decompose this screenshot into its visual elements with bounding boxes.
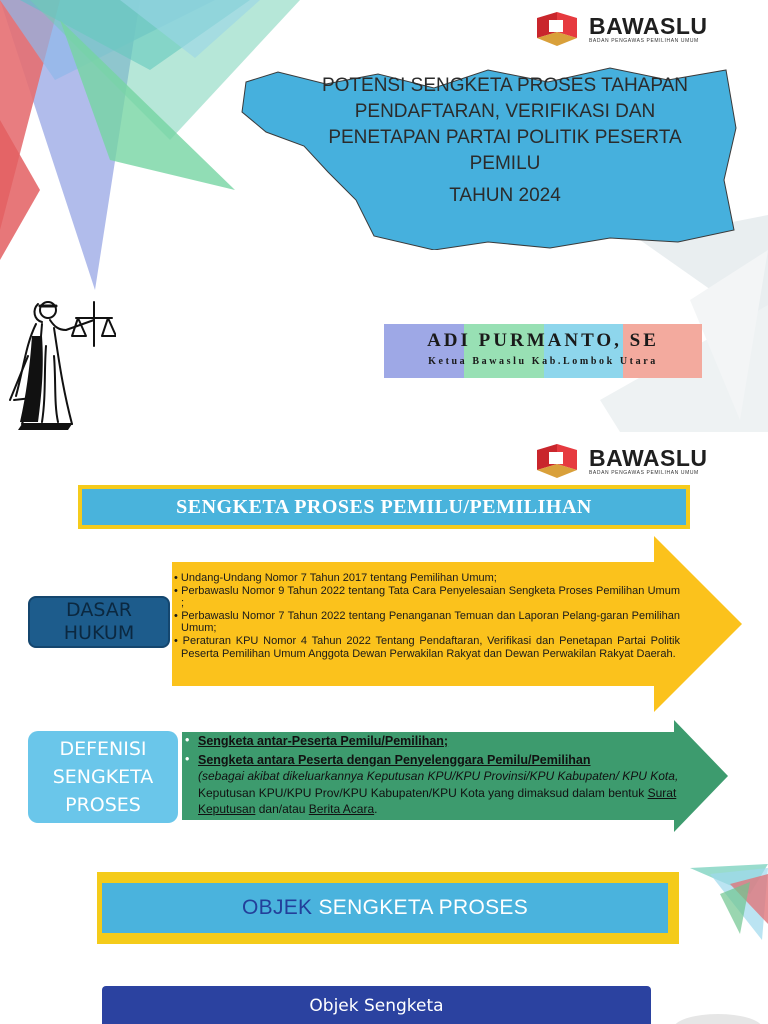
slide-sengketa [0, 432, 768, 856]
slide-objek [0, 856, 768, 1024]
definisi-list [183, 734, 683, 818]
lady-justice-icon [2, 296, 116, 430]
definisi-label [28, 731, 178, 823]
logo-subtitle: BADAN PENGAWAS PEMILIHAN UMUM [589, 469, 699, 476]
list-item [183, 734, 683, 750]
presenter-name: ADI PURMANTO, SE [427, 330, 659, 351]
dasar-hukum-label [28, 596, 170, 648]
definisi-label-line: DEFENISI [59, 738, 147, 760]
dasar-hukum-label-line: DASAR [66, 599, 132, 621]
background-decoration [690, 864, 768, 944]
objek-title-rest: SENGKETA PROSES [312, 896, 528, 919]
definisi-item-2: Sengketa antara Peserta dengan Penyelenggara Pemilu/Pemilihan [198, 752, 591, 767]
dasar-hukum-list [172, 572, 680, 660]
bawaslu-logo [533, 10, 708, 48]
title-line: PENETAPAN PARTAI POLITIK PESERTA [328, 127, 682, 148]
list-item [183, 753, 683, 818]
objek-title [102, 883, 668, 933]
bawaslu-logo [533, 442, 708, 480]
list-item: • Perbawaslu Nomor 7 Tahun 2022 tentang Penanganan Temuan dan Laporan Pelang-garan Pemilihan Umum; [172, 610, 680, 635]
title-line: PEMILU [469, 153, 541, 174]
presentation-title [285, 73, 725, 209]
objek-sengketa-label: Objek Sengketa [309, 996, 444, 1016]
list-item: • Perbawaslu Nomor 9 Tahun 2022 tentang Tata Cara Penyelesaian Sengketa Proses Pemilihan Umum ; [172, 585, 680, 610]
logo-subtitle: BADAN PENGAWAS PEMILIHAN UMUM [589, 37, 699, 44]
title-line: POTENSI SENGKETA PROSES TAHAPAN [321, 75, 689, 96]
list-item: • Peraturan KPU Nomor 4 Tahun 2022 Tentang Pendaftaran, Verifikasi dan Penetapan Partai Politik Peserta Pemilihan Umum Anggota Dewan Perwakilan Rakyat dan Dewan Perwakilan Rakyat Daerah. [172, 635, 680, 660]
list-item: • Undang-Undang Nomor 7 Tahun 2017 tentang Pemilihan Umum; [172, 572, 680, 585]
logo-name: BAWASLU [589, 444, 708, 471]
dasar-hukum-label-line: HUKUM [63, 622, 135, 644]
title-year: TAHUN 2024 [449, 185, 561, 206]
title-line: PENDAFTARAN, VERIFIKASI DAN [354, 101, 656, 122]
objek-title-word: OBJEK [242, 896, 313, 919]
definisi-label-line: PROSES [65, 794, 141, 816]
section-title [78, 485, 690, 529]
presenter-info [384, 330, 702, 367]
slide-title [0, 0, 768, 432]
bawaslu-emblem-icon [533, 10, 581, 48]
definisi-label-line: SENGKETA [52, 766, 154, 788]
section-title-text: SENGKETA PROSES PEMILU/PEMILIHAN [176, 495, 592, 518]
definisi-item-1: Sengketa antar-Peserta Pemilu/Pemilihan; [198, 734, 449, 748]
background-decoration [668, 1006, 768, 1024]
presenter-role: Ketua Bawaslu Kab.Lombok Utara [428, 356, 658, 367]
logo-name: BAWASLU [589, 12, 708, 39]
bawaslu-emblem-icon [533, 442, 581, 480]
definisi-detail: (sebagai akibat dikeluarkannya Keputusan KPU/KPU Provinsi/KPU Kabupaten/ KPU Kota, Keputusan KPU/KPU Prov/KPU Kabupaten/KPU Kota yang dimaksud dalam bentuk Surat Keputusan dan/atau Berita Acara. [198, 769, 679, 816]
objek-sengketa-header [102, 986, 651, 1024]
